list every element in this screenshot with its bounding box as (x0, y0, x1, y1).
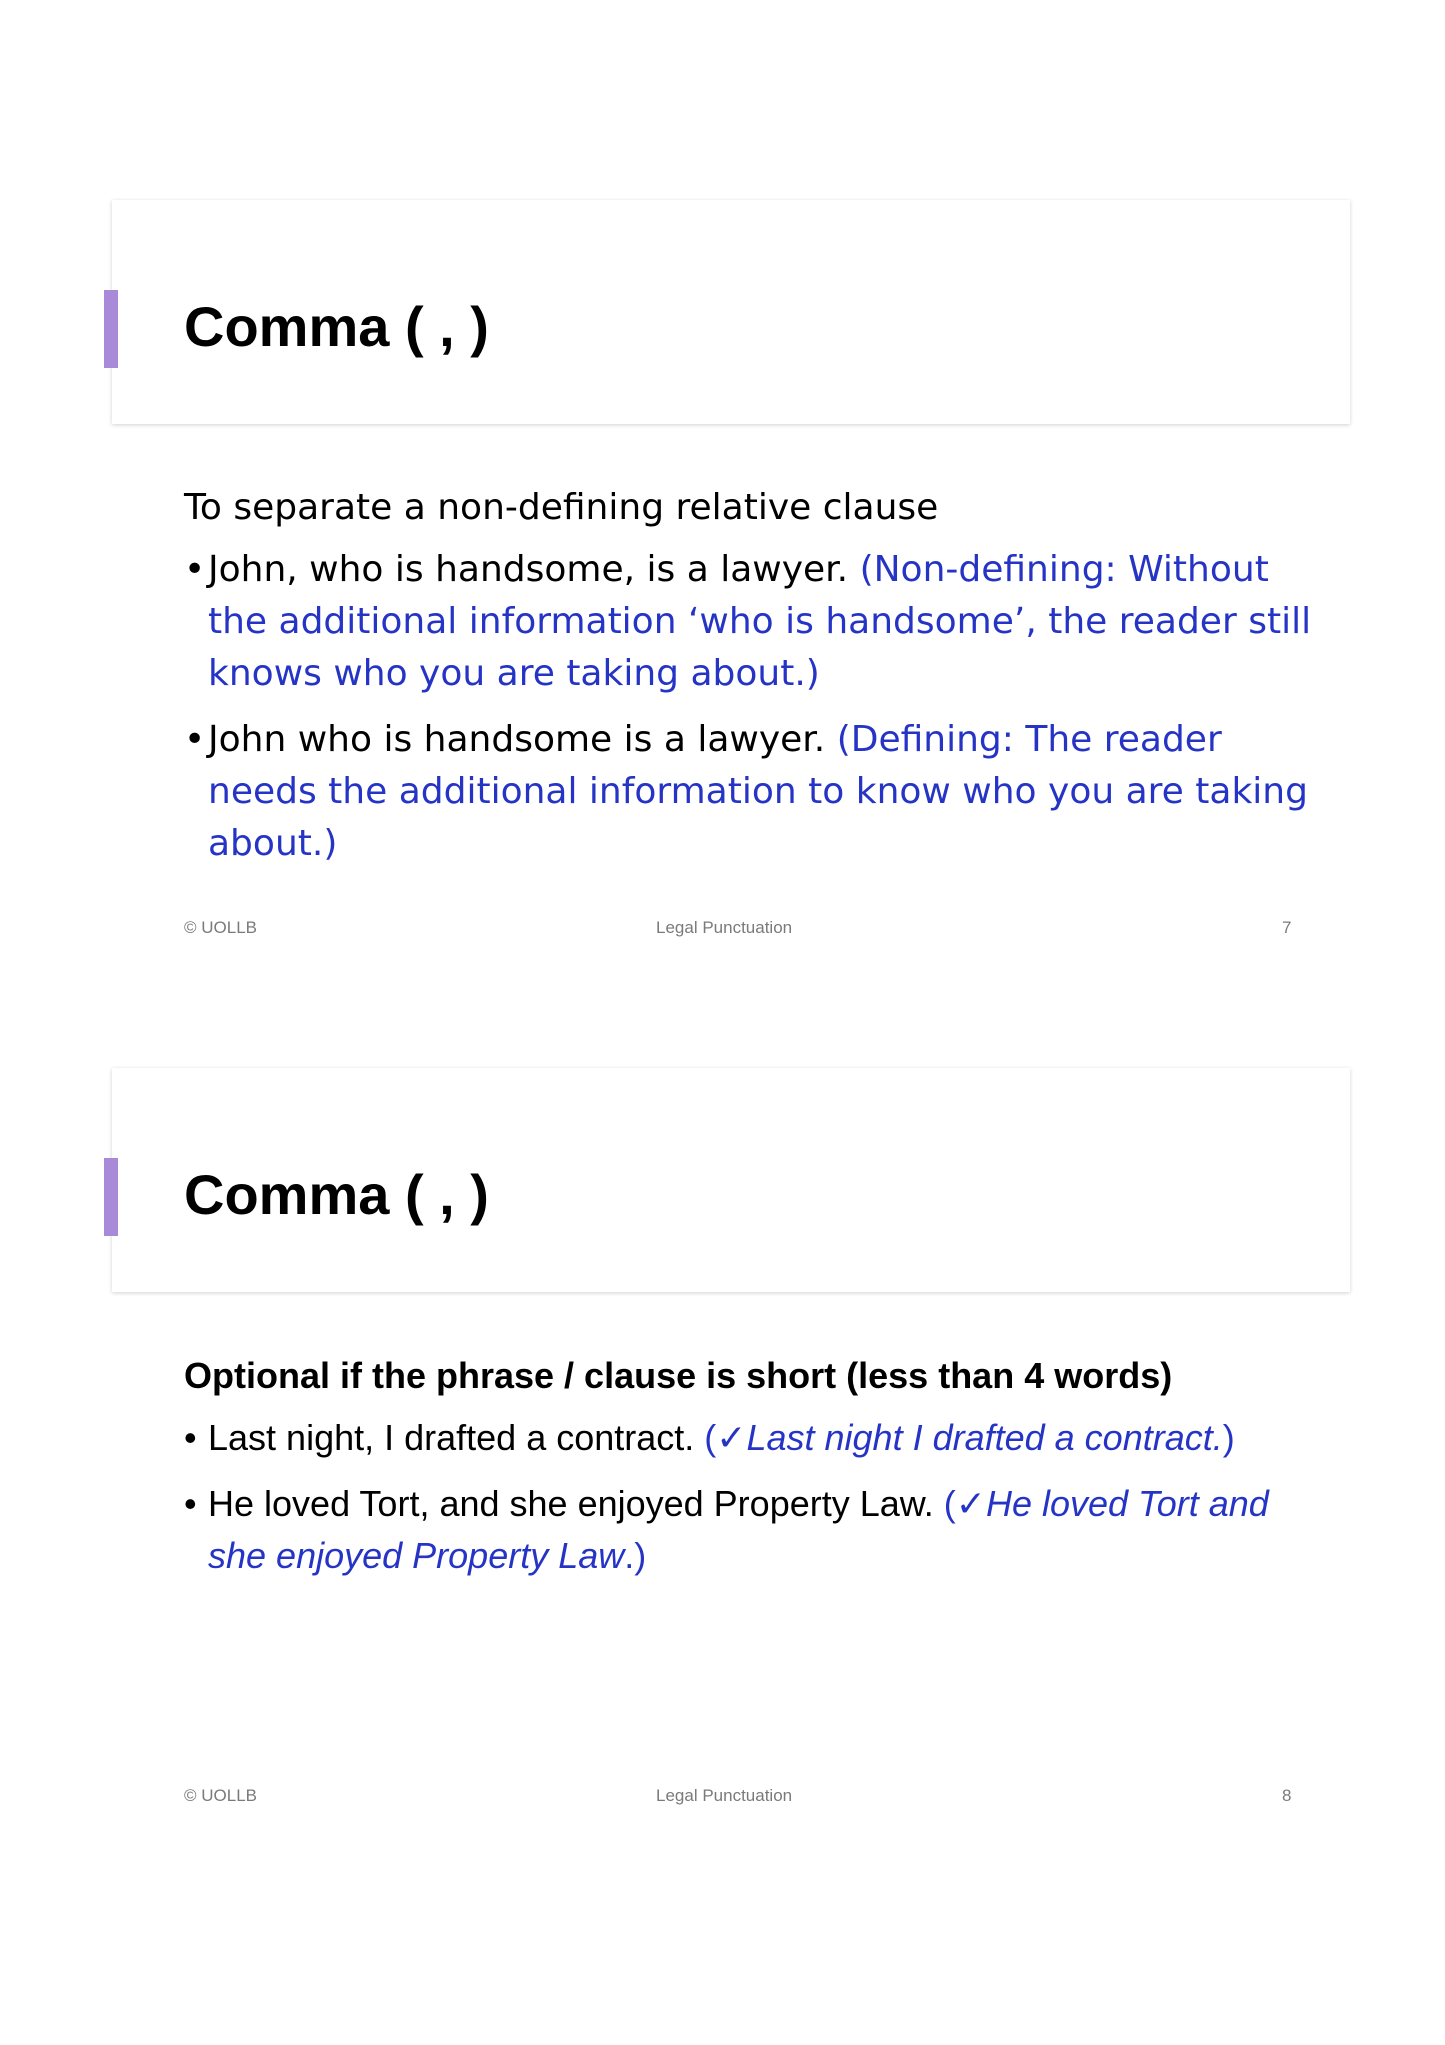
slide-7 (0, 0, 1445, 937)
note-close: .) (624, 1535, 647, 1576)
explanation-note: (Defining: The reader needs the additional information to know who you are taking about.) (208, 719, 1308, 864)
example-alternative: Last night I drafted a contract. (746, 1417, 1223, 1458)
slide-title: Comma ( , ) (184, 1163, 489, 1226)
list-item (184, 714, 1314, 870)
title-accent-bar (104, 1158, 118, 1236)
slide-content (184, 1350, 1314, 1596)
example-alternative: He loved Tort and she enjoyed Property Law (208, 1483, 1269, 1576)
slide-heading: To separate a non-defining relative clause (184, 487, 939, 528)
page-number: 8 (1282, 1786, 1292, 1805)
note-close: ) (1222, 1417, 1235, 1458)
title-accent-bar (104, 290, 118, 368)
note-open: (✓ (704, 1417, 747, 1458)
example-sentence: John, who is handsome, is a lawyer. (208, 549, 860, 590)
example-sentence: John who is handsome is a lawyer. (208, 719, 837, 760)
footer-copyright: © UOLLB (184, 1786, 257, 1805)
slide-8 (0, 868, 1445, 1805)
slide-heading: Optional if the phrase / clause is short (less than 4 words) (184, 1355, 1173, 1396)
note-open: (✓ (943, 1483, 986, 1524)
list-item (184, 1478, 1314, 1582)
list-item (184, 544, 1314, 700)
slide-title: Comma ( , ) (184, 295, 489, 358)
footer-copyright: © UOLLB (184, 918, 257, 937)
example-sentence: He loved Tort, and she enjoyed Property Law. (208, 1483, 944, 1524)
example-sentence: Last night, I drafted a contract. (208, 1417, 705, 1458)
page-number: 7 (1282, 918, 1292, 937)
footer-title: Legal Punctuation (656, 1786, 793, 1805)
bullet-list (184, 544, 1314, 870)
bullet-list (184, 1412, 1314, 1582)
footer-title: Legal Punctuation (656, 918, 793, 937)
slide-content (184, 482, 1314, 884)
explanation-note: (Non-defining: Without the additional information ‘who is handsome’, the reader still knows who you are taking about.) (208, 549, 1312, 694)
list-item (184, 1412, 1314, 1464)
